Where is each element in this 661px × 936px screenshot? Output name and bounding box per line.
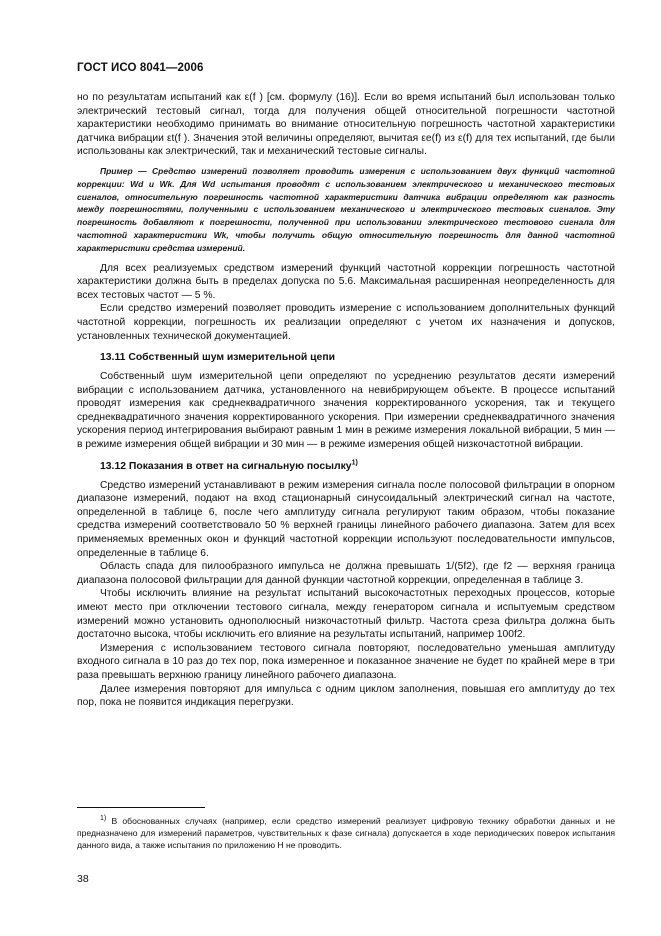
page-number: 38 bbox=[77, 873, 89, 885]
footnote-ref: 1) bbox=[351, 459, 358, 467]
footnote-marker: 1) bbox=[100, 815, 107, 823]
paragraph-1: но по результатам испытаний как ε(f ) [см. формулу (16)]. Если во время испытаний был использован только электрический тестовый сигнал, тогда для получения общей относительной погрешности частотной характеристики необходимо принимать во внимание относительную погрешность частотной характеристики датчика вибрации εt(f ). Значения этой величины определяют, вычитая εe(f) из ε(f) для тех испытаний, где были использованы как электрический, так и механический тестовые сигналы. bbox=[77, 92, 615, 158]
paragraph-2: Для всех реализуемых средством измерений функций частотной коррекции погрешность частотной характеристики должна быть в пределах допуска по 5.6. Максимальная расширенная неопределенность для всех тестовых частот — 5 %. bbox=[77, 262, 615, 301]
paragraph-6: Область спада для пилообразного импульса не должна превышать 1/(5f2), где f2 — верхняя граница диапазона полосовой фильтрации для данной функции частотной коррекции, определенная в таблице 3. bbox=[77, 561, 615, 586]
footnote-divider bbox=[77, 807, 205, 808]
paragraph-8: Измерения с использованием тестового сигнала повторяют, последовательно уменьшая амплитуду входного сигнала в 10 раз до тех пор, пока измеренное и показанное значение не будет по крайней мере в три раза превышать верхнюю границу линейного рабочего диапазона. bbox=[77, 642, 615, 681]
section-13-11-heading: 13.11 Собственный шум измерительной цепи bbox=[100, 352, 335, 364]
section-13-12-title: 13.12 Показания в ответ на сигнальную посылку bbox=[100, 460, 352, 472]
footnote bbox=[77, 815, 615, 851]
paragraph-3: Если средство измерений позволяет проводить измерение с использованием дополнительных функций частотной коррекции, погрешность их реализации определяют с учетом их назначения и допусков, установленных технической документацией. bbox=[77, 303, 615, 342]
paragraph-9: Далее измерения повторяют для импульса с одним циклом заполнения, повышая его амплитуду до тех пор, пока не появится индикация перегрузки. bbox=[77, 683, 615, 709]
page-header: ГОСТ ИСО 8041—2006 bbox=[77, 62, 204, 74]
paragraph-4: Собственный шум измерительной цепи определяют по усреднению результатов десяти измерений вибрации с использованием датчика, установленного на невибрирующем объекте. В процессе испытаний проводят измерения как среднеквадратичного значения корректированного ускорения, так и текущего среднеквадратичного значения корректированного ускорения. При измерении среднеквадратичного значения ускорения период интегрирования выбирают равным 1 мин в режиме измерения локальной вибрации, 5 мин — в режиме измерения общей вибрации и 30 мин — в режиме измерения общей низкочастотной вибрации. bbox=[77, 371, 615, 451]
paragraph-5: Средство измерений устанавливают в режим измерения сигнала после полосовой фильтрации в опорном диапазоне измерений, подают на вход стационарный синусоидальный электрический сигнал на частоте, определенной в таблице 6, после чего амплитуду сигнала регулируют таким образом, чтобы показание средства измерений соответствовало 50 % верхней границы линейного рабочего диапазона. Затем для всех применяемых временных окон и функций частотной коррекции используют последовательности импульсов, определенные в таблице 6. bbox=[77, 479, 615, 559]
example-note: Пример — Средство измерений позволяет проводить измерения с использованием двух функций частотной коррекции: Wd и Wk. Для Wd испытания проводят с использованием электрического и механического тестовых сигналов, относительную погрешность частотной характеристики датчика вибрации определяют как разность между погрешностями, полученными с использованием механического и электрического тестовых сигналов. Эту погрешность добавляют к погрешности, полученной при использовании электрического тестового сигнала для частотной характеристики Wk, чтобы получить общую относительную погрешность для данной частотной характеристики средства измерений. bbox=[77, 165, 615, 253]
page-body bbox=[77, 91, 615, 710]
section-13-12-heading bbox=[100, 460, 615, 473]
document-page bbox=[77, 0, 615, 936]
paragraph-7: Чтобы исключить влияние на результат испытаний высокочастотных переходных процессов, которые имеют место при отключении тестового сигнала, между генератором сигнала и испытуемым средством измерений можно установить однополюсный низкочастотный фильтр. Частота среза фильтра должна быть достаточно высока, чтобы исключить его влияние на результаты испытаний, например 100f2. bbox=[77, 588, 615, 641]
footnote-text: В обоснованных случаях (например, если средство измерений реализует цифровую технику обработки данных и не предназначено для измерений параметров, чувствительных к фазе сигнала) допускается в ходе периодических поверок испытания данного вида, а также испытания по приложению Н не проводить. bbox=[77, 816, 616, 850]
